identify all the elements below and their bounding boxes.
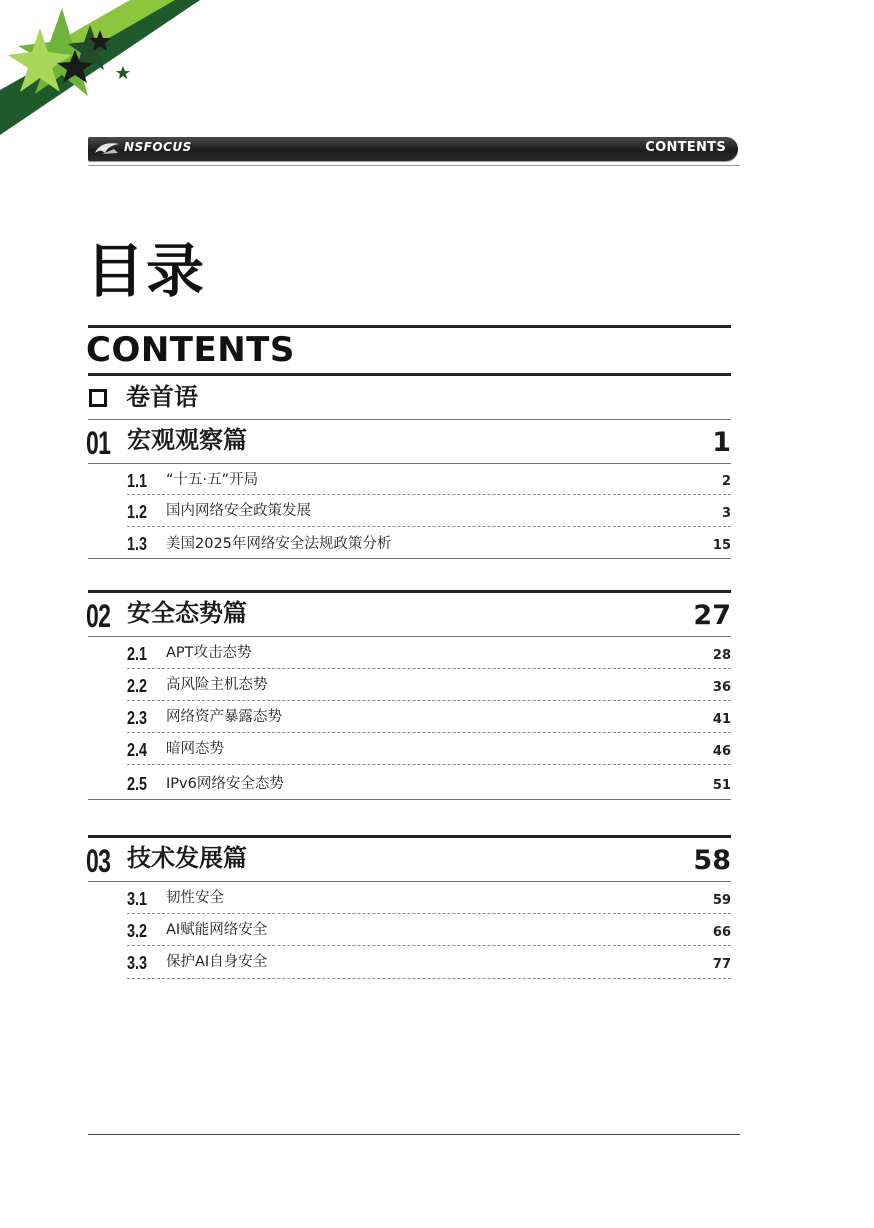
contents-label: CONTENTS (86, 330, 295, 370)
section-rule (88, 463, 731, 464)
nsfocus-logo-icon (94, 141, 120, 157)
section-title[interactable]: 技术发展篇 (127, 844, 247, 872)
preface-square-icon (89, 389, 107, 407)
section-page: 58 (693, 845, 731, 876)
item-number: 2.5 (127, 774, 148, 794)
toc-item[interactable]: “十五·五”开局 (166, 472, 259, 488)
brand-name: NSFOCUS (124, 140, 192, 154)
item-page: 3 (721, 506, 731, 521)
header-bar (88, 137, 738, 161)
footer-rule (88, 1134, 740, 1135)
item-page: 66 (712, 925, 731, 940)
toc-item[interactable]: 高风险主机态势 (166, 677, 268, 693)
section-title[interactable]: 安全态势篇 (127, 599, 247, 627)
item-page: 77 (712, 957, 731, 972)
dashed-divider (127, 764, 731, 765)
toc-item[interactable]: 韧性安全 (166, 890, 224, 906)
dashed-divider (127, 668, 731, 669)
toc-item[interactable]: 保护AI自身安全 (166, 954, 268, 970)
item-page: 41 (712, 712, 731, 727)
section-number: 02 (86, 598, 111, 634)
toc-item[interactable]: 国内网络安全政策发展 (166, 503, 311, 519)
dashed-divider (127, 945, 731, 946)
toc-item[interactable]: 暗网态势 (166, 741, 224, 757)
section-number: 01 (86, 425, 111, 461)
preface-rule (88, 419, 731, 420)
section-page: 1 (712, 427, 731, 458)
item-page: 59 (712, 893, 731, 908)
dashed-divider (127, 978, 731, 979)
item-number: 3.2 (127, 921, 148, 941)
item-page: 46 (712, 744, 731, 759)
header-contents-label: CONTENTS (645, 140, 726, 155)
item-number: 2.3 (127, 708, 148, 728)
item-number: 1.2 (127, 502, 148, 522)
dashed-divider (127, 913, 731, 914)
section-rule (88, 881, 731, 882)
item-number: 3.1 (127, 889, 148, 909)
page-title: 目录 (86, 237, 207, 305)
item-number: 1.3 (127, 534, 148, 554)
item-page: 28 (712, 648, 731, 663)
item-number: 3.3 (127, 953, 148, 973)
item-page: 2 (721, 474, 731, 489)
dashed-divider (127, 494, 731, 495)
toc-item[interactable]: AI赋能网络安全 (166, 922, 268, 938)
header-underline (88, 165, 740, 166)
corner-star-decoration (0, 0, 200, 140)
item-number: 2.1 (127, 644, 148, 664)
section-rule (88, 636, 731, 637)
toc-item[interactable]: APT攻击态势 (166, 645, 252, 661)
section-page: 27 (693, 600, 731, 631)
toc-item[interactable]: 网络资产暴露态势 (166, 709, 282, 725)
item-page: 36 (712, 680, 731, 695)
item-number: 2.4 (127, 740, 148, 760)
item-number: 1.1 (127, 471, 148, 491)
section-number: 03 (86, 843, 111, 879)
dashed-divider (127, 700, 731, 701)
toc-item[interactable]: 美国2025年网络安全法规政策分析 (166, 536, 392, 552)
toc-item[interactable]: IPv6网络安全态势 (166, 776, 284, 792)
section-end-rule (88, 558, 731, 559)
item-number: 2.2 (127, 676, 148, 696)
item-page: 15 (712, 538, 731, 553)
title-rule (88, 325, 731, 328)
section-end-rule (88, 799, 731, 800)
section-top-rule (88, 835, 731, 838)
item-page: 51 (712, 778, 731, 793)
preface-label[interactable]: 卷首语 (126, 383, 198, 411)
section-title[interactable]: 宏观观察篇 (127, 426, 247, 454)
section-top-rule (88, 590, 731, 593)
dashed-divider (127, 526, 731, 527)
contents-rule (88, 373, 731, 376)
dashed-divider (127, 732, 731, 733)
